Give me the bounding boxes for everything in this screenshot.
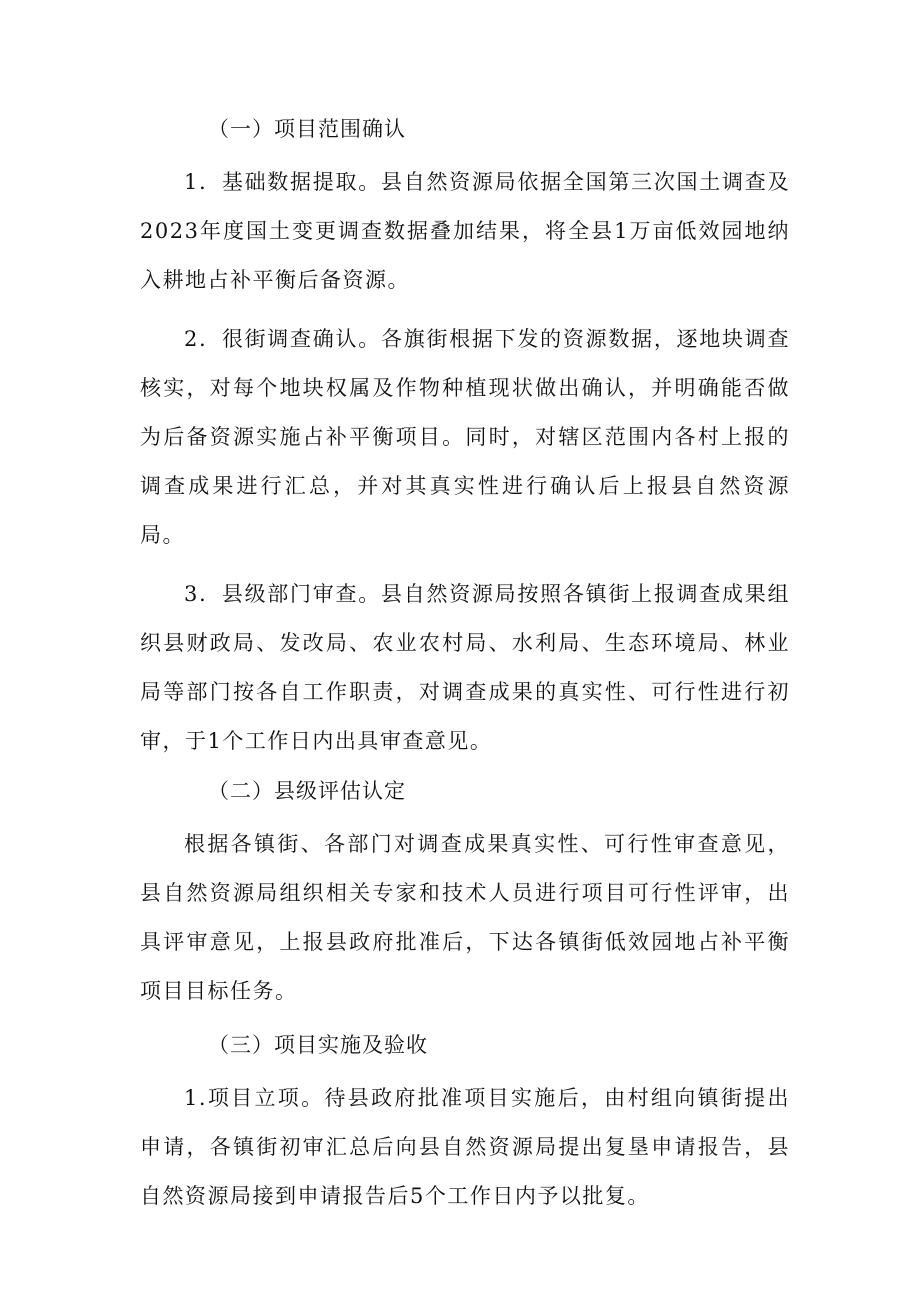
paragraph-data-extraction: 1．基础数据提取。县自然资源局依据全国第三次国土调查及2023年度国土变更调查数据叠加结果，将全县1万亩低效园地纳入耕地占补平衡后备资源。 xyxy=(140,170,790,292)
section-heading-1: （一）项目范围确认 xyxy=(208,117,406,141)
paragraph-project-approval: 1.项目立项。待县政府批准项目实施后，由村组向镇街提出申请，各镇街初审汇总后向县自然资源局提出复垦申请报告，县自然资源局接到申请报告后5个工作日内予以批复。 xyxy=(140,1086,790,1208)
paragraph-county-assessment: 根据各镇街、各部门对调查成果真实性、可行性审查意见，县自然资源局组织相关专家和技术人员进行项目可行性评审，出具评审意见，上报县政府批准后，下达各镇街低效园地占补平衡项目目标任务。 xyxy=(140,832,790,1003)
paragraph-survey-confirmation: 2．很街调查确认。各旗街根据下发的资源数据，逐地块调查核实，对每个地块权属及作物种植现状做出确认，并明确能否做为后备资源实施占补平衡项目。同时，对辖区范围内各村上报的调查成果进行汇总，并对其真实性进行确认后上报县自然资源局。 xyxy=(140,327,790,547)
paragraph-county-review: 3．县级部门审查。县自然资源局按照各镇街上报调查成果组织县财政局、发改局、农业农村局、水利局、生态环境局、林业局等部门按各自工作职责，对调查成果的真实性、可行性进行初审，于1个工作日内出具审查意见。 xyxy=(140,582,790,753)
section-heading-3: （三）项目实施及验收 xyxy=(208,1033,428,1057)
section-heading-2: （二）县级评估认定 xyxy=(208,779,406,803)
document-body xyxy=(140,110,790,1221)
